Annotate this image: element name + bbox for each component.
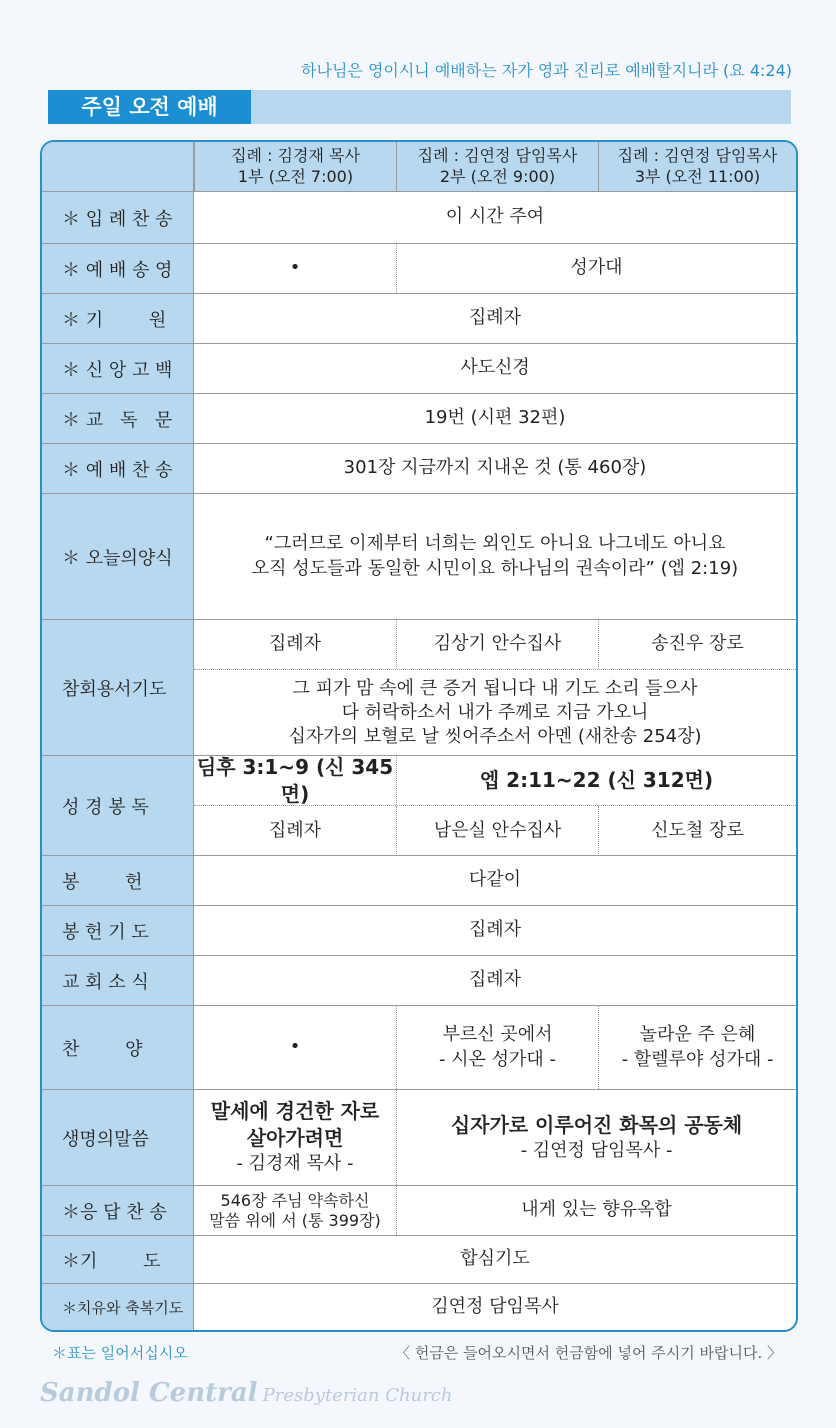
row-response-hymn	[42, 1186, 796, 1236]
row-value	[194, 494, 796, 619]
row-label: 성 경 봉 독	[42, 756, 194, 855]
sermon-c23-title: 십자가로 이루어진 화목의 공동체	[450, 1112, 743, 1137]
row-value-c1: •	[289, 257, 301, 279]
table-header	[42, 142, 796, 192]
sermon-c1	[194, 1090, 396, 1185]
row-label: 생명의말씀	[42, 1090, 194, 1185]
row-value: 다같이	[468, 869, 522, 891]
confession-lyrics	[194, 670, 796, 756]
standing-note: ＊표는 일어서십시오	[52, 1344, 188, 1362]
praise-c1: •	[289, 1036, 301, 1058]
row-prayer	[42, 1236, 796, 1284]
row-sermon	[42, 1090, 796, 1186]
row-scripture	[42, 756, 796, 856]
row-value: 합심기도	[460, 1248, 530, 1270]
scripture-verse: 하나님은 영이시니 예배하는 자가 영과 진리로 예배할지니라 (요 4:24)	[301, 61, 792, 80]
leader-c3: 송진우 장로	[598, 620, 796, 669]
confession-leaders	[194, 620, 796, 670]
praise-c3-title: 놀라운 주 은혜	[639, 1024, 756, 1046]
row-value: 사도신경	[460, 357, 530, 379]
row-label: 교 회 소 식	[42, 956, 194, 1005]
service-2-time: 2부 (오전 9:00)	[439, 166, 556, 186]
row-label: ＊ 오늘의양식	[42, 494, 194, 619]
row-label: ＊기 도	[42, 1236, 194, 1283]
row-worship-song	[42, 244, 796, 294]
sermon-c1-preacher: - 김경재 목사 -	[236, 1153, 354, 1175]
header-corner	[42, 142, 194, 191]
row-label: ＊응 답 찬 송	[42, 1186, 194, 1235]
row-label: ＊ 예 배 찬 송	[42, 444, 194, 493]
scripture-readers	[194, 806, 796, 856]
row-label: 참회용서기도	[42, 620, 194, 755]
scripture-refs	[194, 756, 796, 806]
row-label: ＊ 기 원	[42, 294, 194, 343]
scripture-ref-1: 딤후 3:1~9 (신 345면)	[196, 754, 394, 806]
row-label: ＊ 교 독 문	[42, 394, 194, 443]
row-value: 301장 지금까지 지내온 것 (통 460장)	[343, 457, 647, 479]
row-offering	[42, 856, 796, 906]
sermon-c1-title-1: 말세에 경건한 자로	[210, 1099, 380, 1124]
sermon-c23-preacher: - 김연정 담임목사 -	[520, 1139, 673, 1161]
response-c1-line-1: 546장 주님 약속하신	[220, 1190, 370, 1210]
service-3-time: 3부 (오전 11:00)	[634, 166, 761, 186]
church-name-main: Sandol Central	[40, 1378, 258, 1408]
row-hymn	[42, 444, 796, 494]
row-value: 집례자	[468, 969, 522, 991]
service-1-header	[194, 142, 396, 191]
row-church-news	[42, 956, 796, 1006]
row-value: 이 시간 주여	[445, 206, 545, 228]
row-label: 찬 양	[42, 1006, 194, 1089]
worship-order-table	[40, 140, 798, 1332]
row-creed	[42, 344, 796, 394]
service-2-header	[396, 142, 598, 191]
confession-text	[194, 670, 796, 756]
service-3-header	[598, 142, 796, 191]
row-value: 김연정 담임목사	[431, 1295, 559, 1317]
response-c1-line-2: 말씀 위에 서 (통 399장)	[209, 1210, 381, 1230]
leader-c2: 김상기 안수집사	[396, 620, 598, 669]
church-name-suffix: Presbyterian Church	[262, 1385, 453, 1406]
section-title: 주일 오전 예배	[48, 90, 251, 124]
section-title-bar	[48, 90, 791, 124]
praise-c2-title: 부르신 곳에서	[442, 1024, 553, 1046]
reader-c1: 집례자	[268, 819, 322, 841]
service-1-time: 1부 (오전 7:00)	[237, 166, 354, 186]
row-confession	[42, 620, 796, 756]
row-reading	[42, 394, 796, 444]
row-label: 봉 헌	[42, 856, 194, 905]
response-c23: 내게 있는 향유옥합	[396, 1186, 796, 1235]
row-daily-bread	[42, 494, 796, 620]
praise-c2-choir: - 시온 성가대 -	[438, 1048, 557, 1070]
row-value-c23: 성가대	[396, 244, 796, 293]
lyric-line-2: 다 허락하소서 내가 주께로 지금 가오니	[341, 701, 649, 723]
row-praise	[42, 1006, 796, 1090]
lyric-line-1: 그 피가 맘 속에 큰 증거 됩니다 내 기도 소리 들으사	[292, 677, 698, 699]
reader-c2: 남은실 안수집사	[396, 806, 598, 856]
offering-note: 〈 헌금은 들어오시면서 헌금함에 넣어 주시기 바랍니다. 〉	[395, 1344, 782, 1362]
service-1-leader: 집례 : 김경재 목사	[231, 145, 360, 165]
praise-c2	[396, 1006, 598, 1089]
scripture-ref-23: 엡 2:11~22 (신 312면)	[396, 756, 796, 805]
praise-c3	[598, 1006, 796, 1089]
manna-line-1: “그러므로 이제부터 너희는 외인도 아니요 나그네도 아니요	[264, 533, 726, 555]
response-c1	[194, 1186, 396, 1235]
manna-line-2: 오직 성도들과 동일한 시민이요 하나님의 권속이라” (엡 2:19)	[251, 557, 739, 579]
lyric-line-3: 십자가의 보혈로 날 씻어주소서 아멘 (새찬송 254장)	[288, 726, 702, 748]
row-value: 집례자	[468, 307, 522, 329]
row-value: 19번 (시편 32편)	[424, 407, 566, 429]
row-label: ＊치유와 축복기도	[42, 1284, 194, 1330]
row-label: ＊ 신 앙 고 백	[42, 344, 194, 393]
row-offering-prayer	[42, 906, 796, 956]
reader-c3: 신도철 장로	[598, 806, 796, 856]
sermon-c1-title-2: 살아가려면	[246, 1126, 344, 1151]
row-value: 집례자	[468, 919, 522, 941]
sermon-c23	[396, 1090, 796, 1185]
service-2-leader: 집례 : 김연정 담임목사	[417, 145, 578, 165]
row-label: ＊ 예 배 송 영	[42, 244, 194, 293]
row-label: 봉 헌 기 도	[42, 906, 194, 955]
row-opening-hymn	[42, 192, 796, 244]
row-invocation	[42, 294, 796, 344]
leader-c1: 집례자	[268, 633, 322, 655]
row-label: ＊ 입 례 찬 송	[42, 192, 194, 243]
row-benediction	[42, 1284, 796, 1330]
praise-c3-choir: - 할렐루야 성가대 -	[621, 1048, 774, 1070]
church-name	[40, 1378, 452, 1408]
service-3-leader: 집례 : 김연정 담임목사	[617, 145, 778, 165]
